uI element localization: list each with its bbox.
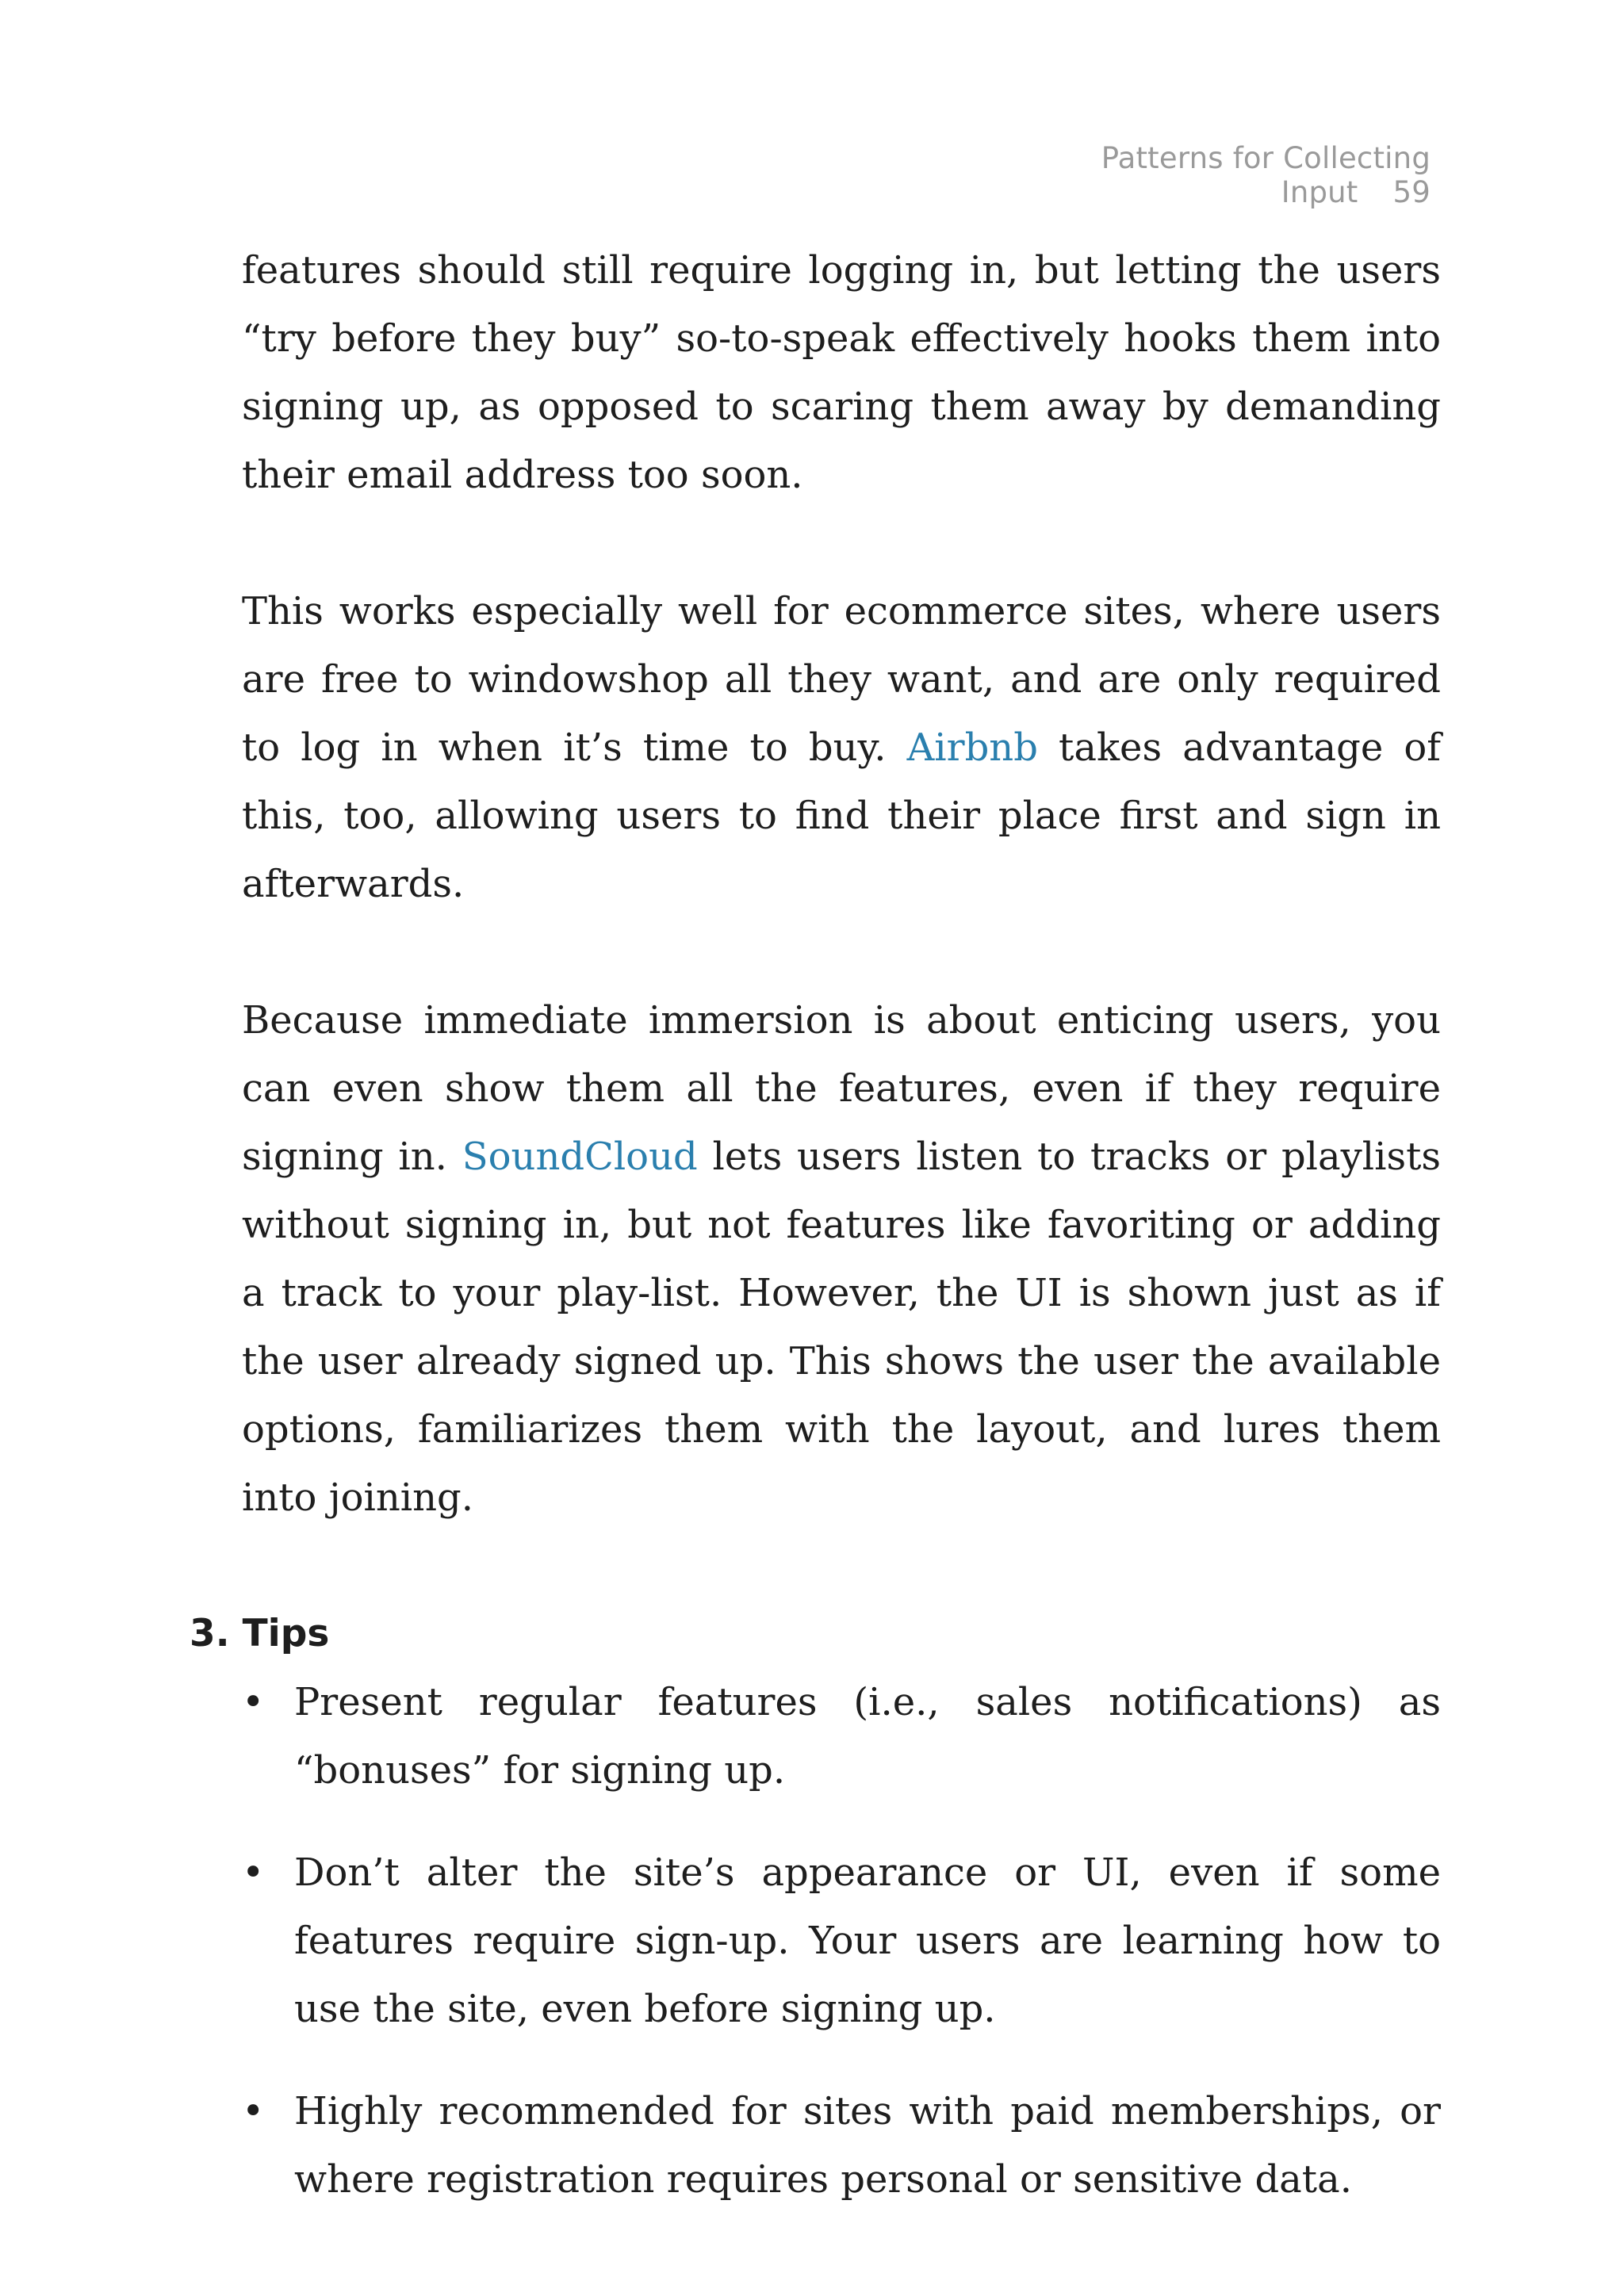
paragraph-3 — [242, 986, 1441, 1532]
paragraph-2-text-after-link: takes advantage of this, too, allowing users to find their place first and sign in afterwards. — [242, 725, 1442, 906]
section-number: 3. — [190, 1612, 230, 1655]
paragraph-3-text: Because immediate immersion is about enticing users, you can even show them all the features, even if they require signing in. — [242, 998, 1441, 1179]
running-title: Patterns for Collecting Input — [1101, 141, 1431, 209]
tip-item — [242, 1839, 1441, 2043]
page-number: 59 — [1392, 175, 1431, 209]
soundcloud-link[interactable]: SoundCloud — [462, 1135, 698, 1179]
paragraph-2-text-before-link: This works especially well for ecommerce sites, where users are free to windowshop all they want, and are only required to log in when it’s time to buy. — [242, 589, 1441, 770]
tip-text: Present regular features (i.e., sales notifications) as “bonuses” for signing up. — [294, 1680, 1441, 1793]
bullet-icon: • — [242, 2089, 265, 2133]
paragraph-1 — [242, 236, 1441, 509]
bullet-icon: • — [242, 1680, 265, 1724]
running-header — [952, 141, 1431, 209]
section-title: Tips — [242, 1612, 330, 1655]
tip-text: Highly recommended for sites with paid memberships, or where registration requires personal or sensitive data. — [294, 2089, 1441, 2202]
bullet-icon: • — [242, 1850, 265, 1895]
paragraph-3-text-after-link: lets users listen to tracks or playlists without signing in, but not features like favoriting or adding a track to your play-list. However, the UI is shown just as if the user already signed up. This shows the user the available options, familiarizes them with the layout, and lures them into joining. — [242, 1135, 1442, 1520]
tips-list — [242, 1668, 1441, 2214]
tip-text: Don’t alter the site’s appearance or UI, even if some features require sign-up. Your users are learning how to use the site, even before signing up. — [294, 1850, 1441, 2031]
tip-item — [242, 2077, 1441, 2214]
body-text — [190, 236, 1442, 2248]
tip-item — [242, 1668, 1441, 1804]
airbnb-link[interactable]: Airbnb — [906, 725, 1038, 770]
section-heading-tips — [190, 1600, 1441, 1668]
paragraph-1-text: features should still require logging in, but letting the users “try before they buy” so-to-speak effectively hooks them into signing up, as opposed to scaring them away by demanding their email address too soon. — [242, 248, 1441, 497]
paragraph-2 — [242, 577, 1441, 918]
